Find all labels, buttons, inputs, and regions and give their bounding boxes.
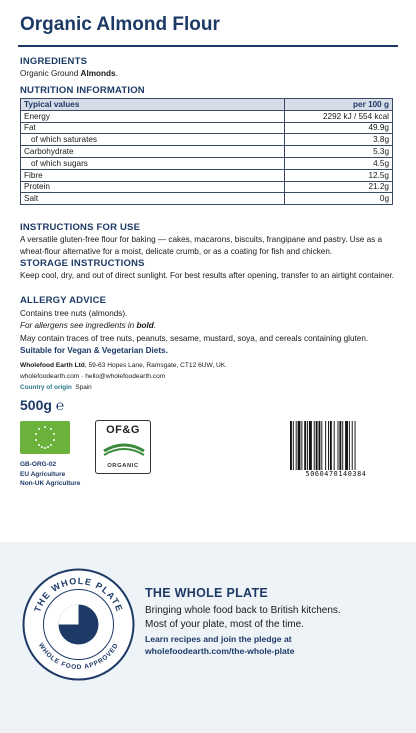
company-address: [20, 362, 227, 369]
nutrition-row-value: 2292 kJ / 554 kcal: [285, 110, 393, 122]
nutrition-row-value: 12.5g: [285, 169, 393, 181]
eu-organic-code: GB-ORG-02: [20, 461, 57, 468]
barcode-bar: [355, 421, 356, 473]
barcode-bar: [334, 421, 335, 473]
usage-text: A versatile gluten-free flour for baking — cakes, macarons, biscuits, frangipane and pastry. Use as a wheat-flour alternative for a moist, delicate crumb, or as a coating for fish and chicken.: [20, 235, 383, 256]
barcode-bar: [338, 421, 339, 473]
country-of-origin: [20, 384, 92, 391]
nutrition-row-label: of which sugars: [21, 157, 285, 169]
barcode-bar: [298, 421, 301, 473]
allergy-line-2-bold: bold: [136, 321, 154, 330]
nutrition-row: [21, 181, 393, 193]
whole-plate-seal-icon: [22, 568, 135, 681]
nutrition-row-label: Salt: [21, 193, 285, 205]
nutrition-row-value: 49.9g: [285, 122, 393, 134]
nutrition-row: [21, 122, 393, 134]
barcode-bar: [316, 421, 318, 473]
barcode-bar: [304, 421, 306, 473]
diet-statement: Suitable for Vegan & Vegetarian Diets.: [20, 346, 168, 355]
whole-plate-line-2: Most of your plate, most of the time.: [145, 619, 304, 630]
nutrition-row-label: Protein: [21, 181, 285, 193]
nutrition-header-row: [21, 99, 393, 111]
eu-agriculture-line: EU Agriculture: [20, 470, 66, 478]
ofg-field-icon: [102, 439, 146, 457]
allergy-heading: ALLERGY ADVICE: [20, 295, 107, 306]
non-uk-agriculture-line: Non-UK Agriculture: [20, 480, 81, 487]
barcode-bar: [319, 421, 321, 473]
nutrition-header-value: per 100 g: [285, 99, 393, 111]
ingredients-suffix: .: [115, 69, 118, 78]
nutrition-row: [21, 134, 393, 146]
barcode-bar: [307, 421, 308, 473]
title-divider: [18, 45, 398, 47]
seal-bottom-text: WHOLE FOOD APPROVED: [36, 641, 121, 672]
barcode-bar: [352, 421, 353, 473]
barcode-bar: [349, 421, 350, 473]
nutrition-row-label: Fibre: [21, 169, 285, 181]
barcode-bar: [342, 421, 343, 473]
barcode-bar: [290, 421, 292, 473]
nutrition-row: [21, 157, 393, 169]
nutrition-table: [20, 98, 393, 205]
nutrition-row-value: 5.3g: [285, 146, 393, 158]
allergy-line-2-suffix: .: [153, 321, 157, 330]
barcode-bar: [296, 421, 297, 473]
barcode-bar: [328, 421, 329, 473]
usage-heading: INSTRUCTIONS FOR USE: [20, 222, 141, 233]
nutrition-row: [21, 169, 393, 181]
nutrition-row-label: Fat: [21, 122, 285, 134]
whole-plate-link[interactable]: wholefoodearth.com/the-whole-plate: [145, 646, 295, 656]
ingredients-heading: INGREDIENTS: [20, 56, 88, 67]
barcode-bar: [309, 421, 312, 473]
nutrition-row-value: 21.2g: [285, 181, 393, 193]
company-street: , 59-63 Hopes Lane, Ramsgate, CT12 6UW, UK.: [84, 362, 228, 369]
nutrition-row: [21, 146, 393, 158]
nutrition-row-label: Carbohydrate: [21, 146, 285, 158]
nutrition-row-label: Energy: [21, 110, 285, 122]
nutrition-row-value: 4.5g: [285, 157, 393, 169]
company-name: Wholefood Earth Ltd: [20, 362, 85, 369]
barcode-bar: [325, 421, 326, 473]
barcode-number: 5060470140384: [288, 470, 384, 478]
page-title: Organic Almond Flour: [20, 14, 220, 35]
eu-organic-leaf-icon: [20, 421, 70, 454]
nutrition-row-value: 0g: [285, 193, 393, 205]
nutrition-row: [21, 193, 393, 205]
company-contact: wholefoodearth.com · hello@wholefoodearth.com: [20, 373, 166, 380]
origin-label: Country of origin: [20, 384, 72, 391]
nutrition-row-value: 3.8g: [285, 134, 393, 146]
whole-plate-cta-line-1: Learn recipes and join the pledge at: [145, 634, 292, 644]
ingredients-prefix: Organic Ground: [20, 69, 81, 78]
weight-value: 500g: [20, 397, 52, 413]
nutrition-header-label: Typical values: [21, 99, 285, 111]
allergy-line-1: Contains tree nuts (almonds).: [20, 309, 128, 318]
storage-text: Keep cool, dry, and out of direct sunlight. For best results after opening, transfer to an airtight container.: [20, 271, 394, 280]
nutrition-row-label: of which saturates: [21, 134, 285, 146]
allergy-line-2-prefix: For allergens see ingredients in: [20, 321, 137, 330]
ingredients-allergen: Almonds: [80, 69, 116, 78]
eu-organic-codes: [20, 460, 80, 489]
storage-heading: STORAGE INSTRUCTIONS: [20, 258, 145, 269]
origin-value: Spain: [75, 384, 92, 391]
ingredients-text: [20, 68, 394, 80]
allergy-line-3: May contain traces of tree nuts, peanuts, sesame, mustard, soya, and cereals containing gluten.: [20, 334, 369, 343]
nutrition-row: [21, 110, 393, 122]
barcode-bar: [293, 421, 294, 473]
allergy-line-2: [20, 320, 394, 332]
whole-plate-line-1: Bringing whole food back to British kitchens.: [145, 605, 341, 616]
barcode-bar: [330, 421, 332, 473]
barcode-bar: [345, 421, 348, 473]
seal-top-text: THE WHOLE PLATE: [32, 575, 125, 614]
whole-plate-title: THE WHOLE PLATE: [145, 586, 269, 600]
barcode-bar: [321, 421, 322, 473]
nutrition-heading: NUTRITION INFORMATION: [20, 85, 145, 96]
estimated-sign-icon: ℮: [55, 397, 65, 413]
ofg-organic-label: ORGANIC: [107, 463, 139, 469]
barcode-bar: [301, 421, 302, 473]
barcode-bar: [314, 421, 315, 473]
ofg-organic-logo: [95, 420, 151, 474]
ofg-logo-text: OF&G: [106, 424, 140, 436]
barcode-bar: [339, 421, 341, 473]
net-weight: [20, 397, 64, 413]
